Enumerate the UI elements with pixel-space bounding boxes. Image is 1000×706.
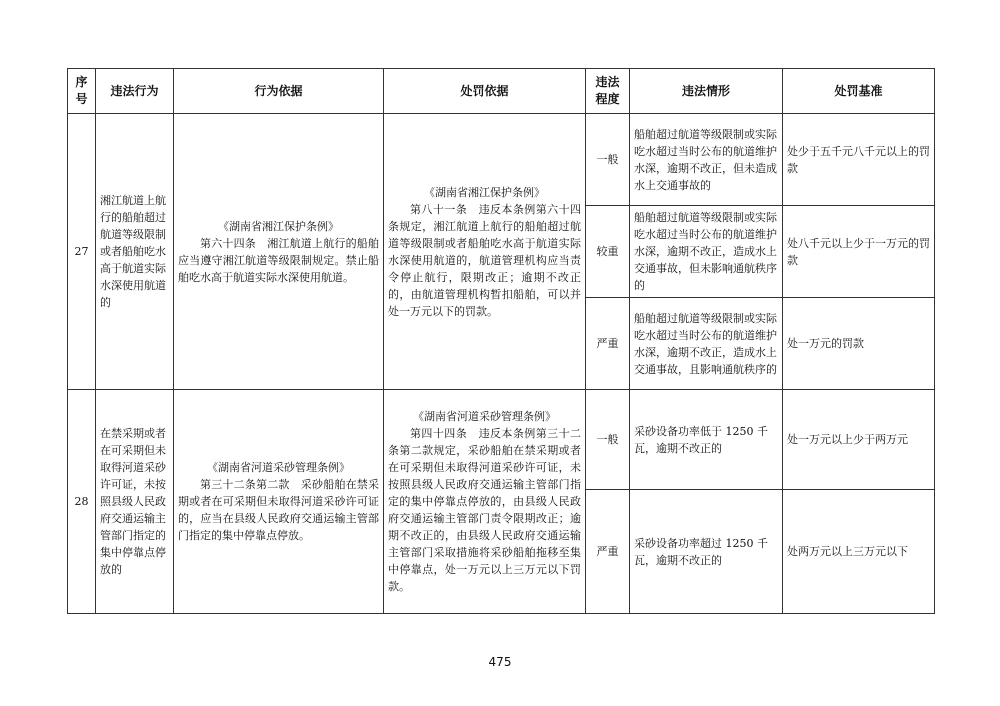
penalty-text: 第四十四条 违反本条例第三十二条第二款规定，采砂船舶在禁采期或者在可采期但未取得河道采砂许可证，未按照县级人民政府交通运输主管部门指定的集中停靠点停放的，由县级人民政府交通运输主管部门责令限期改正；逾期不改正的，由县级人民政府交通运输主管部门采取措施将采砂船舶拖移至集中停靠点，处一万元以上三万元以下罚款。 (388, 427, 581, 593)
header-degree: 违法程度 (586, 69, 630, 114)
table-row (68, 114, 935, 206)
penalty-law-title: 《湖南省湘江保护条例》 (424, 185, 545, 199)
row-basis (174, 390, 384, 614)
header-standard: 处罚基准 (783, 69, 935, 114)
header-row (68, 69, 935, 114)
situation-cell: 采砂设备功率超过 1250 千瓦，逾期不改正的 (630, 490, 783, 614)
row-penalty-basis (384, 114, 586, 390)
situation-cell: 船舶超过航道等级限制或实际吃水超过当时公布的航道维护水深，逾期不改正，但未造成水上交通事故的 (630, 114, 783, 206)
standard-cell: 处两万元以上三万元以下 (783, 490, 935, 614)
row-act: 湘江航道上航行的船舶超过航道等级限制或者船舶吃水高于航道实际水深使用航道的 (96, 114, 174, 390)
situation-cell: 船舶超过航道等级限制或实际吃水超过当时公布的航道维护水深，逾期不改正，造成水上交通事故，且影响通航秩序的 (630, 298, 783, 390)
table-row (68, 390, 935, 490)
page-number: 475 (488, 655, 512, 669)
row-penalty-basis (384, 390, 586, 614)
row-act: 在禁采期或者在可采期但未取得河道采砂许可证，未按照县级人民政府交通运输主管部门指定的集中停靠点停放的 (96, 390, 174, 614)
basis-law-title: 《湖南省湘江保护条例》 (218, 219, 339, 233)
degree-cell: 严重 (586, 490, 630, 614)
header-situation: 违法情形 (630, 69, 783, 114)
standard-cell: 处八千元以上少于一万元的罚款 (783, 206, 935, 298)
standard-cell: 处一万元以上少于两万元 (783, 390, 935, 490)
header-seq: 序号 (68, 69, 96, 114)
basis-text: 第三十二条第二款 采砂船舶在禁采期或者在可采期但未取得河道采砂许可证的，应当在县级人民政府交通运输主管部门指定的集中停靠点停放。 (178, 478, 379, 542)
degree-cell: 一般 (586, 114, 630, 206)
header-basis: 行为依据 (174, 69, 384, 114)
row-seq: 28 (68, 390, 96, 614)
header-penalty-basis: 处罚依据 (384, 69, 586, 114)
degree-cell: 较重 (586, 206, 630, 298)
row-seq: 27 (68, 114, 96, 390)
header-act: 违法行为 (96, 69, 174, 114)
degree-cell: 一般 (586, 390, 630, 490)
row-basis (174, 114, 384, 390)
standard-cell: 处一万元的罚款 (783, 298, 935, 390)
basis-law-title: 《湖南省河道采砂管理条例》 (207, 461, 350, 474)
penalty-text: 第八十一条 违反本条例第六十四条规定，湘江航道上航行的船舶超过航道等级限制或者船舶吃水高于航道实际水深使用航道的，航道管理机构应当责令停止航行，限期改正；逾期不改正的，由航道管理机构暂扣船舶，可以并处一万元以下的罚款。 (388, 202, 581, 318)
penalty-law-title: 《湖南省河道采砂管理条例》 (413, 410, 556, 423)
situation-cell: 采砂设备功率低于 1250 千瓦，逾期不改正的 (630, 390, 783, 490)
penalty-table (67, 68, 935, 614)
situation-cell: 船舶超过航道等级限制或实际吃水超过当时公布的航道维护水深，逾期不改正，造成水上交通事故，但未影响通航秩序的 (630, 206, 783, 298)
basis-text: 第六十四条 湘江航道上航行的船舶应当遵守湘江航道等级限制规定。禁止船舶吃水高于航道实际水深使用航道。 (178, 236, 379, 284)
standard-cell: 处少于五千元八千元以上的罚款 (783, 114, 935, 206)
degree-cell: 严重 (586, 298, 630, 390)
